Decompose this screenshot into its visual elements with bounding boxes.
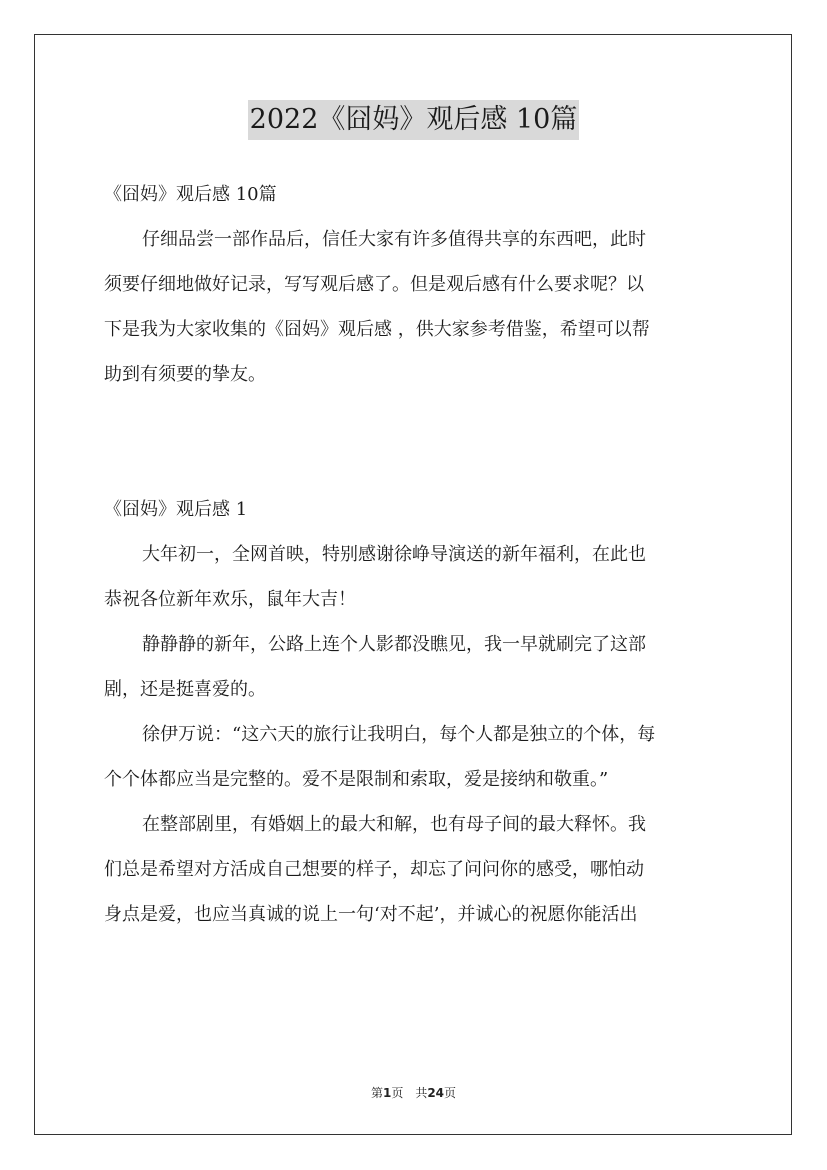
text-line: 仔细品尝一部作品后，信任大家有许多值得共享的东西吧，此时 [142, 229, 646, 250]
text-line: 《囧妈》观后感 1 [104, 499, 248, 520]
text-line: 《囧妈》观后感 10篇 [104, 184, 277, 205]
total-pages-number: 24 [427, 1086, 445, 1100]
footer-prefix: 第 [370, 1086, 383, 1100]
blank-line [104, 397, 726, 442]
blank-line [104, 442, 726, 487]
text-line: 身点是爱，也应当真诚的说上一句‘对不起’，并诚心的祝愿你能活出 [104, 904, 638, 925]
footer-suffix: 页 [444, 1086, 457, 1100]
text-line: 剧，还是挺喜爱的。 [104, 679, 266, 700]
text-line: 徐伊万说：“这六天的旅行让我明白，每个人都是独立的个体，每 [142, 724, 656, 745]
text-line: 们总是希望对方活成自己想要的样子，却忘了问问你的感受，哪怕动 [104, 859, 644, 880]
current-page-number: 1 [382, 1086, 392, 1100]
document-title: 2022《囧妈》观后感 10篇 [248, 100, 580, 140]
text-line: 大年初一，全网首映，特别感谢徐峥导演送的新年福利，在此也 [142, 544, 646, 565]
text-line: 须要仔细地做好记录，写写观后感了。但是观后感有什么要求呢？以 [104, 274, 644, 295]
text-line: 下是我为大家收集的《囧妈》观后感 ，供大家参考借鉴，希望可以帮 [104, 319, 650, 340]
text-line: 个个体都应当是完整的。爱不是限制和索取，爱是接纳和敬重。” [104, 769, 609, 790]
page-footer [0, 1084, 827, 1101]
title-container [0, 100, 827, 140]
text-line: 恭祝各位新年欢乐，鼠年大吉！ [104, 589, 356, 610]
text-line: 在整部剧里，有婚姻上的最大和解，也有母子间的最大释怀。我 [142, 814, 646, 835]
text-line: 助到有须要的挚友。 [104, 364, 266, 385]
footer-mid: 页 共 [391, 1086, 428, 1100]
document-body [104, 172, 726, 937]
text-line: 静静静的新年，公路上连个人影都没瞧见，我一早就刷完了这部 [142, 634, 646, 655]
